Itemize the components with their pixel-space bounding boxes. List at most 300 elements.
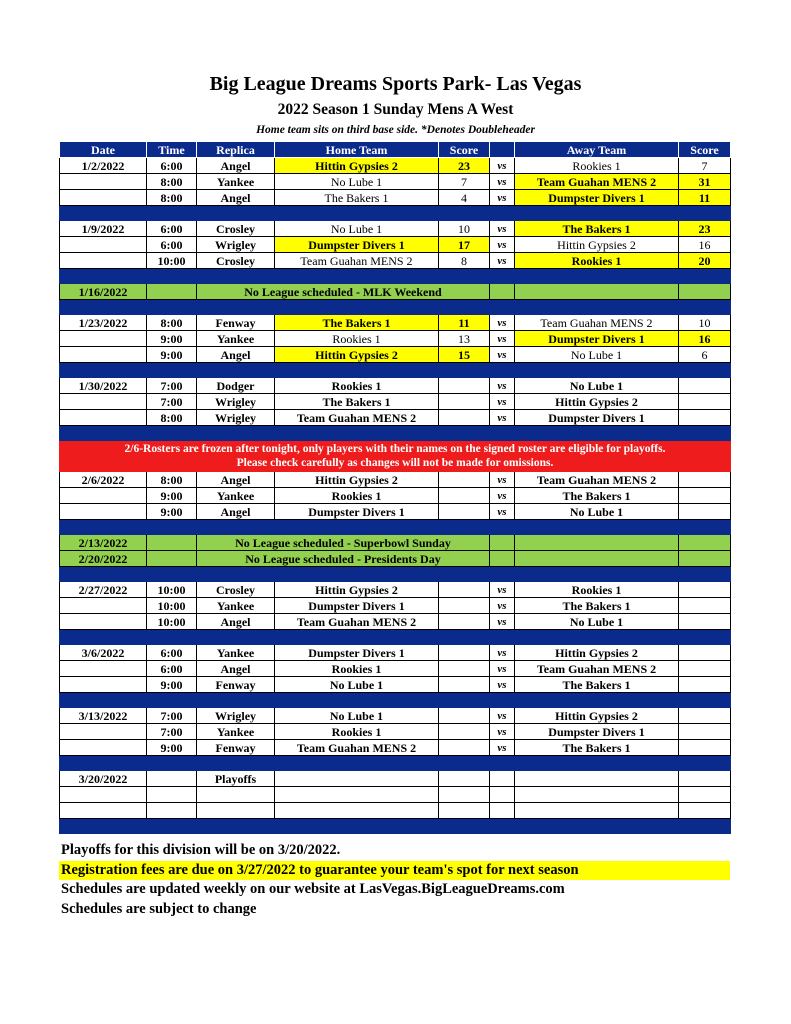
separator-cell (275, 819, 439, 834)
away-team-cell: No Lube 1 (515, 504, 679, 520)
replica-field-cell: Crosley (197, 221, 275, 237)
game-row (60, 803, 731, 819)
away-score-cell (679, 378, 731, 394)
separator-cell (147, 206, 197, 221)
separator-cell (439, 269, 490, 284)
time-cell: 7:00 (147, 378, 197, 394)
away-team-cell: Hittin Gypsies 2 (515, 645, 679, 661)
away-team-cell: Team Guahan MENS 2 (515, 661, 679, 677)
game-row (60, 598, 731, 614)
vs-cell: vs (490, 582, 515, 598)
separator-cell (679, 567, 731, 582)
away-team-cell: Team Guahan MENS 2 (515, 315, 679, 331)
home-team-cell: The Bakers 1 (275, 315, 439, 331)
replica-field-cell: Angel (197, 504, 275, 520)
blank-cell (515, 535, 679, 551)
home-score-cell: 15 (439, 347, 490, 363)
separator-row (60, 269, 731, 284)
date-cell (60, 253, 147, 269)
home-team-cell (275, 771, 439, 787)
roster-freeze-notice (60, 441, 731, 472)
home-score-cell: 8 (439, 253, 490, 269)
away-team-cell: The Bakers 1 (515, 740, 679, 756)
separator-row (60, 630, 731, 645)
blank-cell (147, 551, 197, 567)
game-row (60, 221, 731, 237)
game-row (60, 174, 731, 190)
game-row (60, 614, 731, 630)
separator-cell (439, 693, 490, 708)
blank-cell (679, 284, 731, 300)
date-cell: 2/27/2022 (60, 582, 147, 598)
replica-field-cell: Yankee (197, 598, 275, 614)
away-team-cell: No Lube 1 (515, 347, 679, 363)
separator-cell (515, 819, 679, 834)
website-note: Schedules are updated weekly on our website at LasVegas.BigLeagueDreams.com (61, 881, 565, 897)
date-cell (60, 504, 147, 520)
separator-cell (275, 206, 439, 221)
no-league-row (60, 535, 731, 551)
separator-cell (515, 693, 679, 708)
header-date: Date (60, 142, 147, 158)
game-row (60, 158, 731, 174)
separator-cell (197, 819, 275, 834)
separator-row (60, 693, 731, 708)
separator-cell (275, 756, 439, 771)
home-team-cell: Team Guahan MENS 2 (275, 410, 439, 426)
separator-cell (515, 300, 679, 315)
separator-cell (197, 300, 275, 315)
home-team-cell: No Lube 1 (275, 708, 439, 724)
blank-cell (490, 284, 515, 300)
replica-field-cell: Angel (197, 158, 275, 174)
time-cell: 10:00 (147, 253, 197, 269)
game-row (60, 347, 731, 363)
separator-cell (147, 300, 197, 315)
replica-field-cell: Dodger (197, 378, 275, 394)
game-row (60, 315, 731, 331)
date-cell (60, 190, 147, 206)
time-cell: 9:00 (147, 740, 197, 756)
game-row (60, 740, 731, 756)
away-score-cell (679, 614, 731, 630)
home-score-cell: 11 (439, 315, 490, 331)
away-score-cell (679, 598, 731, 614)
time-cell (147, 771, 197, 787)
game-row (60, 378, 731, 394)
separator-cell (147, 567, 197, 582)
home-score-cell (439, 645, 490, 661)
away-score-cell (679, 724, 731, 740)
playoffs-note: Playoffs for this division will be on 3/20/2022. (61, 842, 341, 858)
separator-cell (275, 426, 439, 441)
separator-cell (490, 630, 515, 645)
date-cell: 2/13/2022 (60, 535, 147, 551)
replica-field-cell: Angel (197, 472, 275, 488)
replica-field-cell: Yankee (197, 331, 275, 347)
separator-row (60, 426, 731, 441)
separator-cell (490, 567, 515, 582)
away-score-cell (679, 740, 731, 756)
time-cell: 7:00 (147, 708, 197, 724)
separator-cell (515, 520, 679, 535)
away-score-cell: 10 (679, 315, 731, 331)
time-cell: 10:00 (147, 598, 197, 614)
separator-cell (490, 756, 515, 771)
time-cell: 7:00 (147, 724, 197, 740)
separator-cell (60, 300, 147, 315)
time-cell: 9:00 (147, 677, 197, 693)
vs-cell: vs (490, 645, 515, 661)
blank-cell (147, 535, 197, 551)
away-team-cell: Hittin Gypsies 2 (515, 708, 679, 724)
separator-cell (60, 630, 147, 645)
away-team-cell: Rookies 1 (515, 253, 679, 269)
date-cell: 1/9/2022 (60, 221, 147, 237)
separator-cell (679, 819, 731, 834)
separator-cell (60, 819, 147, 834)
away-score-cell (679, 410, 731, 426)
vs-cell: vs (490, 174, 515, 190)
separator-cell (275, 567, 439, 582)
game-row (60, 677, 731, 693)
vs-cell: vs (490, 598, 515, 614)
vs-cell: vs (490, 724, 515, 740)
away-team-cell: Hittin Gypsies 2 (515, 237, 679, 253)
time-cell: 9:00 (147, 347, 197, 363)
date-cell: 3/13/2022 (60, 708, 147, 724)
separator-cell (275, 630, 439, 645)
home-score-cell: 7 (439, 174, 490, 190)
away-team-cell: Dumpster Divers 1 (515, 190, 679, 206)
table-header-row (60, 142, 731, 158)
time-cell: 9:00 (147, 504, 197, 520)
separator-cell (147, 269, 197, 284)
replica-field-cell: Fenway (197, 740, 275, 756)
date-cell (60, 614, 147, 630)
game-row (60, 253, 731, 269)
separator-row (60, 363, 731, 378)
home-team-cell: Hittin Gypsies 2 (275, 472, 439, 488)
game-row (60, 771, 731, 787)
vs-cell: vs (490, 221, 515, 237)
away-team-cell: Rookies 1 (515, 158, 679, 174)
separator-cell (147, 819, 197, 834)
vs-cell (490, 803, 515, 819)
separator-cell (439, 520, 490, 535)
notice-line-1: 2/6-Rosters are frozen after tonight, only players with their names on the signed roster are eligible for playoffs. (124, 443, 666, 455)
separator-cell (439, 567, 490, 582)
blank-cell (490, 551, 515, 567)
time-cell: 8:00 (147, 174, 197, 190)
time-cell: 8:00 (147, 190, 197, 206)
separator-cell (147, 520, 197, 535)
header-home-score: Score (439, 142, 490, 158)
header-away-team: Away Team (515, 142, 679, 158)
home-score-cell (439, 598, 490, 614)
separator-cell (679, 693, 731, 708)
separator-cell (197, 756, 275, 771)
home-score-cell (439, 504, 490, 520)
separator-cell (515, 206, 679, 221)
separator-cell (679, 269, 731, 284)
date-cell (60, 488, 147, 504)
vs-cell: vs (490, 410, 515, 426)
home-score-cell (439, 661, 490, 677)
replica-field-cell: Angel (197, 614, 275, 630)
game-row (60, 787, 731, 803)
blank-cell (490, 535, 515, 551)
replica-field-cell: Angel (197, 661, 275, 677)
blank-cell (679, 551, 731, 567)
separator-cell (490, 693, 515, 708)
away-team-cell: Dumpster Divers 1 (515, 724, 679, 740)
time-cell: 10:00 (147, 582, 197, 598)
home-score-cell (439, 708, 490, 724)
home-score-cell: 13 (439, 331, 490, 347)
away-score-cell (679, 771, 731, 787)
game-row (60, 661, 731, 677)
schedule-table (59, 141, 731, 834)
home-team-cell: No Lube 1 (275, 677, 439, 693)
separator-cell (439, 300, 490, 315)
no-league-text: No League scheduled - Presidents Day (197, 551, 490, 567)
replica-field-cell: Playoffs (197, 771, 275, 787)
separator-cell (197, 693, 275, 708)
home-score-cell (439, 614, 490, 630)
date-cell (60, 237, 147, 253)
home-team-cell: Team Guahan MENS 2 (275, 614, 439, 630)
away-score-cell: 11 (679, 190, 731, 206)
separator-cell (515, 756, 679, 771)
game-row (60, 190, 731, 206)
date-cell (60, 410, 147, 426)
home-score-cell (439, 740, 490, 756)
blank-cell (515, 551, 679, 567)
header-replica: Replica (197, 142, 275, 158)
time-cell: 7:00 (147, 394, 197, 410)
replica-field-cell (197, 803, 275, 819)
home-team-cell: Rookies 1 (275, 724, 439, 740)
time-cell: 8:00 (147, 410, 197, 426)
date-cell (60, 677, 147, 693)
separator-cell (197, 363, 275, 378)
date-cell (60, 803, 147, 819)
separator-cell (60, 756, 147, 771)
away-team-cell: The Bakers 1 (515, 598, 679, 614)
game-row (60, 582, 731, 598)
vs-cell: vs (490, 253, 515, 269)
away-score-cell (679, 661, 731, 677)
no-league-row (60, 551, 731, 567)
home-team-cell: The Bakers 1 (275, 190, 439, 206)
time-cell (147, 803, 197, 819)
game-row (60, 724, 731, 740)
game-row (60, 410, 731, 426)
home-team-cell (275, 787, 439, 803)
game-row (60, 488, 731, 504)
vs-cell: vs (490, 472, 515, 488)
separator-cell (490, 300, 515, 315)
separator-cell (439, 819, 490, 834)
date-cell (60, 347, 147, 363)
separator-cell (515, 630, 679, 645)
date-cell (60, 724, 147, 740)
replica-field-cell: Yankee (197, 724, 275, 740)
separator-cell (147, 756, 197, 771)
vs-cell: vs (490, 378, 515, 394)
vs-cell: vs (490, 708, 515, 724)
home-team-cell: Rookies 1 (275, 661, 439, 677)
separator-cell (515, 567, 679, 582)
notice-line-2: Please check carefully as changes will not be made for omissions. (236, 457, 554, 469)
separator-cell (679, 520, 731, 535)
away-score-cell: 7 (679, 158, 731, 174)
replica-field-cell: Wrigley (197, 394, 275, 410)
separator-cell (197, 269, 275, 284)
blank-cell (515, 284, 679, 300)
date-cell (60, 394, 147, 410)
date-cell: 1/30/2022 (60, 378, 147, 394)
separator-cell (197, 567, 275, 582)
page-title: Big League Dreams Sports Park- Las Vegas (209, 73, 582, 95)
separator-cell (490, 426, 515, 441)
vs-cell: vs (490, 504, 515, 520)
separator-cell (275, 363, 439, 378)
away-score-cell: 31 (679, 174, 731, 190)
replica-field-cell: Wrigley (197, 237, 275, 253)
separator-cell (197, 630, 275, 645)
away-score-cell: 23 (679, 221, 731, 237)
home-score-cell (439, 582, 490, 598)
separator-cell (197, 206, 275, 221)
blank-cell (147, 284, 197, 300)
away-team-cell: Rookies 1 (515, 582, 679, 598)
replica-field-cell: Fenway (197, 315, 275, 331)
game-row (60, 394, 731, 410)
time-cell: 6:00 (147, 158, 197, 174)
replica-field-cell: Fenway (197, 677, 275, 693)
vs-cell: vs (490, 661, 515, 677)
home-score-cell (439, 803, 490, 819)
date-cell (60, 331, 147, 347)
registration-note: Registration fees are due on 3/27/2022 to guarantee your team's spot for next season (59, 861, 730, 880)
separator-cell (439, 206, 490, 221)
away-score-cell: 20 (679, 253, 731, 269)
date-cell: 2/20/2022 (60, 551, 147, 567)
no-league-text: No League scheduled - Superbowl Sunday (197, 535, 490, 551)
vs-cell (490, 787, 515, 803)
vs-cell: vs (490, 331, 515, 347)
game-row (60, 472, 731, 488)
away-team-cell (515, 803, 679, 819)
blank-cell (679, 535, 731, 551)
time-cell: 6:00 (147, 661, 197, 677)
home-team-cell: No Lube 1 (275, 174, 439, 190)
separator-cell (439, 756, 490, 771)
no-league-text: No League scheduled - MLK Weekend (197, 284, 490, 300)
vs-cell: vs (490, 237, 515, 253)
replica-field-cell: Angel (197, 347, 275, 363)
separator-cell (439, 426, 490, 441)
home-team-cell: Hittin Gypsies 2 (275, 582, 439, 598)
separator-cell (515, 426, 679, 441)
away-score-cell (679, 708, 731, 724)
time-cell: 6:00 (147, 221, 197, 237)
separator-cell (147, 630, 197, 645)
separator-cell (147, 693, 197, 708)
home-score-cell (439, 488, 490, 504)
separator-cell (490, 819, 515, 834)
away-score-cell (679, 787, 731, 803)
separator-cell (60, 206, 147, 221)
game-row (60, 331, 731, 347)
separator-cell (60, 363, 147, 378)
separator-cell (60, 567, 147, 582)
date-cell (60, 661, 147, 677)
separator-cell (197, 426, 275, 441)
separator-cell (490, 520, 515, 535)
separator-cell (490, 269, 515, 284)
separator-cell (439, 630, 490, 645)
home-score-cell: 23 (439, 158, 490, 174)
replica-field-cell: Yankee (197, 488, 275, 504)
home-score-cell (439, 677, 490, 693)
vs-cell: vs (490, 740, 515, 756)
vs-cell: vs (490, 315, 515, 331)
date-cell (60, 740, 147, 756)
separator-cell (515, 269, 679, 284)
header-away-score: Score (679, 142, 731, 158)
away-score-cell (679, 488, 731, 504)
time-cell: 9:00 (147, 331, 197, 347)
home-team-cell: Hittin Gypsies 2 (275, 158, 439, 174)
header-time: Time (147, 142, 197, 158)
home-score-cell (439, 771, 490, 787)
home-score-cell (439, 394, 490, 410)
replica-field-cell: Crosley (197, 253, 275, 269)
replica-field-cell: Angel (197, 190, 275, 206)
home-team-cell: Dumpster Divers 1 (275, 598, 439, 614)
time-cell: 8:00 (147, 472, 197, 488)
home-score-cell (439, 472, 490, 488)
away-team-cell: Team Guahan MENS 2 (515, 174, 679, 190)
away-score-cell (679, 394, 731, 410)
page-subtitle: 2022 Season 1 Sunday Mens A West (277, 101, 514, 118)
separator-cell (275, 269, 439, 284)
date-cell: 3/6/2022 (60, 645, 147, 661)
separator-row (60, 206, 731, 221)
date-cell (60, 598, 147, 614)
home-score-cell (439, 378, 490, 394)
separator-cell (197, 520, 275, 535)
game-row (60, 645, 731, 661)
home-score-cell (439, 410, 490, 426)
separator-cell (679, 206, 731, 221)
home-score-cell (439, 787, 490, 803)
replica-field-cell: Wrigley (197, 410, 275, 426)
subject-to-change-note: Schedules are subject to change (61, 901, 257, 917)
home-score-cell: 10 (439, 221, 490, 237)
schedule-note: Home team sits on third base side. *Denotes Doubleheader (256, 124, 535, 136)
home-team-cell: Team Guahan MENS 2 (275, 740, 439, 756)
time-cell: 9:00 (147, 488, 197, 504)
time-cell (147, 787, 197, 803)
away-team-cell: No Lube 1 (515, 378, 679, 394)
separator-cell (275, 520, 439, 535)
away-score-cell (679, 677, 731, 693)
away-score-cell: 6 (679, 347, 731, 363)
